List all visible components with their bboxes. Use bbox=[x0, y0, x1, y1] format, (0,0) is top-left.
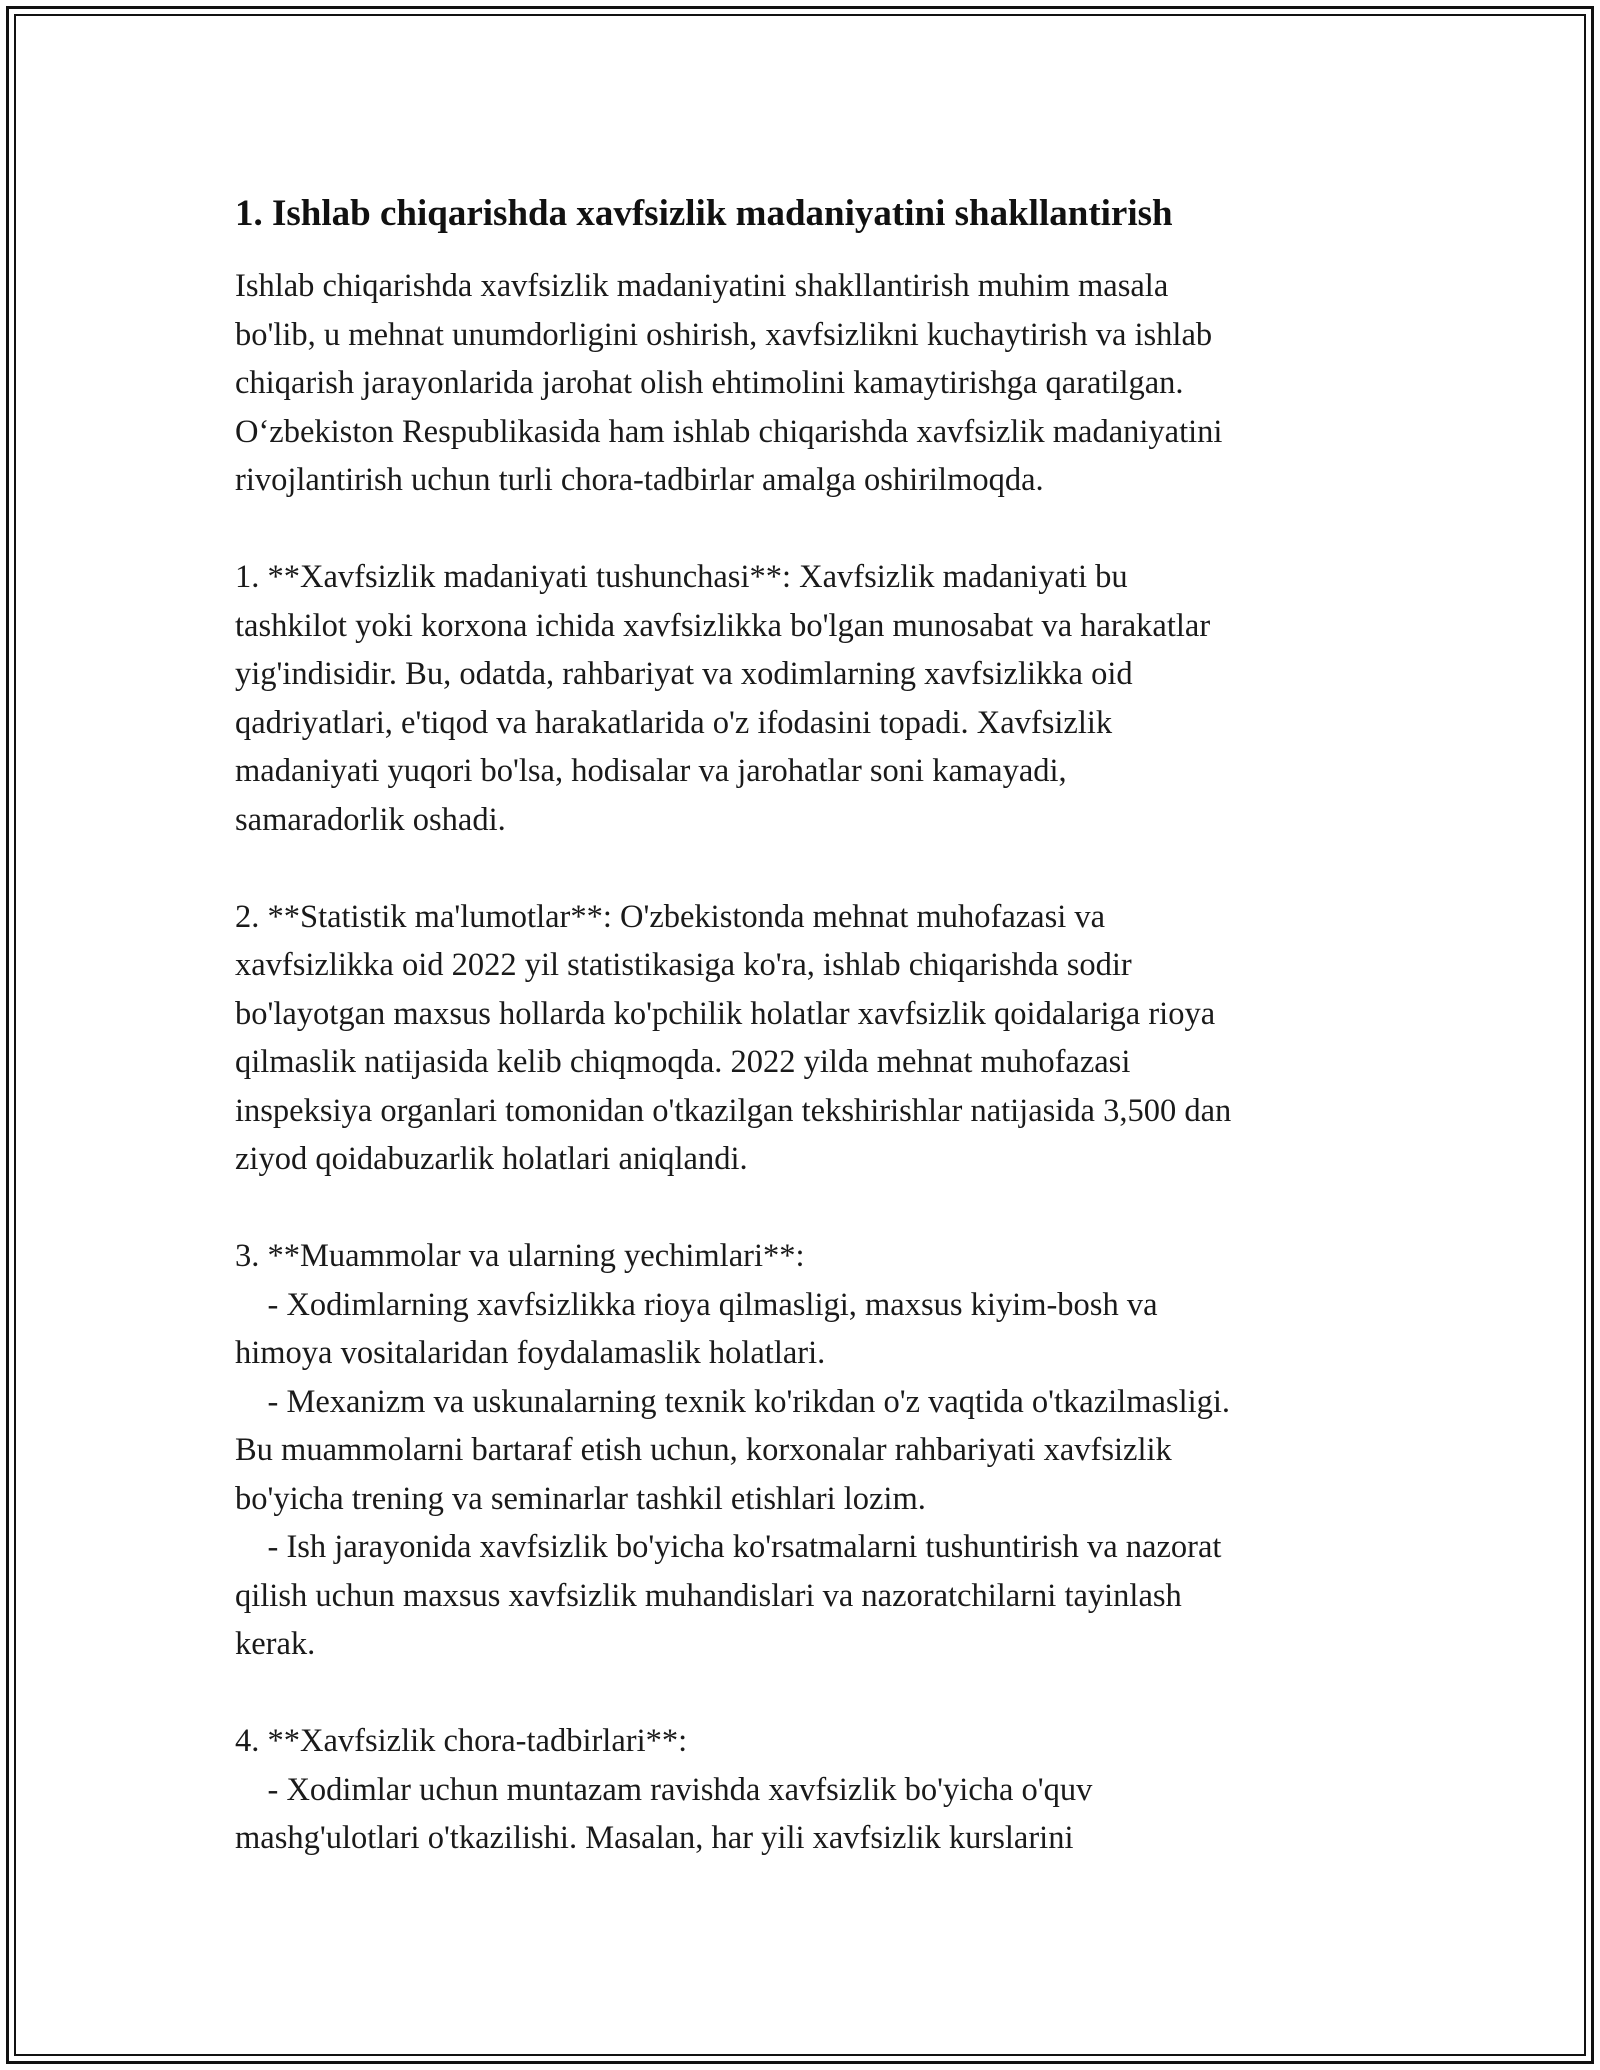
text-line: 3. **Muammolar va ularning yechimlari**: bbox=[235, 1238, 805, 1274]
text-line: yig'indisidir. Bu, odatda, rahbariyat va xodimlarning xavfsizlikka oid bbox=[235, 656, 1133, 692]
text-line: himoya vositalaridan foydalamaslik holatlari. bbox=[235, 1335, 826, 1371]
blank-line bbox=[235, 1669, 1385, 1718]
blank-line bbox=[235, 844, 1385, 893]
text-line: qilmaslik natijasida kelib chiqmoqda. 2022 yilda mehnat muhofazasi bbox=[235, 1044, 1131, 1080]
text-line: rivojlantirish uchun turli chora-tadbirlar amalga oshirilmoqda. bbox=[235, 462, 1044, 498]
text-line: - Xodimlar uchun muntazam ravishda xavfsizlik bo'yicha o'quv bbox=[235, 1771, 1093, 1808]
text-line: madaniyati yuqori bo'lsa, hodisalar va jarohatlar soni kamayadi, bbox=[235, 753, 1067, 789]
blank-line bbox=[235, 505, 1385, 554]
text-line: qilish uchun maxsus xavfsizlik muhandislari va nazoratchilarni tayinlash bbox=[235, 1577, 1182, 1614]
text-line: qadriyatlari, e'tiqod va harakatlarida o'z ifodasini topadi. Xavfsizlik bbox=[235, 704, 1113, 741]
text-line: inspeksiya organlari tomonidan o'tkazilgan tekshirishlar natijasida 3,500 dan bbox=[235, 1092, 1232, 1129]
text-line: - Mexanizm va uskunalarning texnik ko'rikdan o'z vaqtida o'tkazilmasligi. bbox=[235, 1383, 1231, 1420]
text-line: - Ish jarayonida xavfsizlik bo'yicha ko'rsatmalarni tushuntirish va nazorat bbox=[235, 1529, 1222, 1565]
text-line: 1. **Xavfsizlik madaniyati tushunchasi**: Xavfsizlik madaniyati bu bbox=[235, 559, 1128, 595]
text-line: O‘zbekiston Respublikasida ham ishlab chiqarishda xavfsizlik madaniyatini bbox=[235, 413, 1223, 450]
blank-line bbox=[235, 1184, 1385, 1233]
text-line: bo'lib, u mehnat unumdorligini oshirish, xavfsizlikni kuchaytirish va ishlab bbox=[235, 316, 1213, 353]
text-line: tashkilot yoki korxona ichida xavfsizlikka bo'lgan munosabat va harakatlar bbox=[235, 607, 1211, 644]
text-line: kerak. bbox=[235, 1626, 316, 1662]
document-title: 1. Ishlab chiqarishda xavfsizlik madaniyatini shakllantirish bbox=[235, 193, 1173, 234]
text-line: mashg'ulotlari o'tkazilishi. Masalan, har yili xavfsizlik kurslarini bbox=[235, 1820, 1074, 1856]
text-line: chiqarish jarayonlarida jarohat olish ehtimolini kamaytirishga qaratilgan. bbox=[235, 365, 1184, 401]
text-line: samaradorlik oshadi. bbox=[235, 801, 506, 838]
document-text bbox=[235, 262, 1385, 1863]
text-line: Bu muammolarni bartaraf etish uchun, korxonalar rahbariyati xavfsizlik bbox=[235, 1432, 1172, 1468]
text-line: 4. **Xavfsizlik chora-tadbirlari**: bbox=[235, 1723, 688, 1759]
text-line: - Xodimlarning xavfsizlikka rioya qilmasligi, maxsus kiyim-bosh va bbox=[235, 1286, 1158, 1323]
text-line: bo'layotgan maxsus hollarda ko'pchilik holatlar xavfsizlik qoidalariga rioya bbox=[235, 995, 1216, 1032]
text-line: ziyod qoidabuzarlik holatlari aniqlandi. bbox=[235, 1141, 748, 1177]
document-body bbox=[235, 186, 1385, 1863]
text-line: 2. **Statistik ma'lumotlar**: O'zbekistonda mehnat muhofazasi va bbox=[235, 898, 1106, 935]
text-line: xavfsizlikka oid 2022 yil statistikasiga ko'ra, ishlab chiqarishda sodir bbox=[235, 947, 1132, 983]
text-line: Ishlab chiqarishda xavfsizlik madaniyatini shakllantirish muhim masala bbox=[235, 268, 1169, 304]
text-line: bo'yicha trening va seminarlar tashkil etishlari lozim. bbox=[235, 1480, 926, 1517]
